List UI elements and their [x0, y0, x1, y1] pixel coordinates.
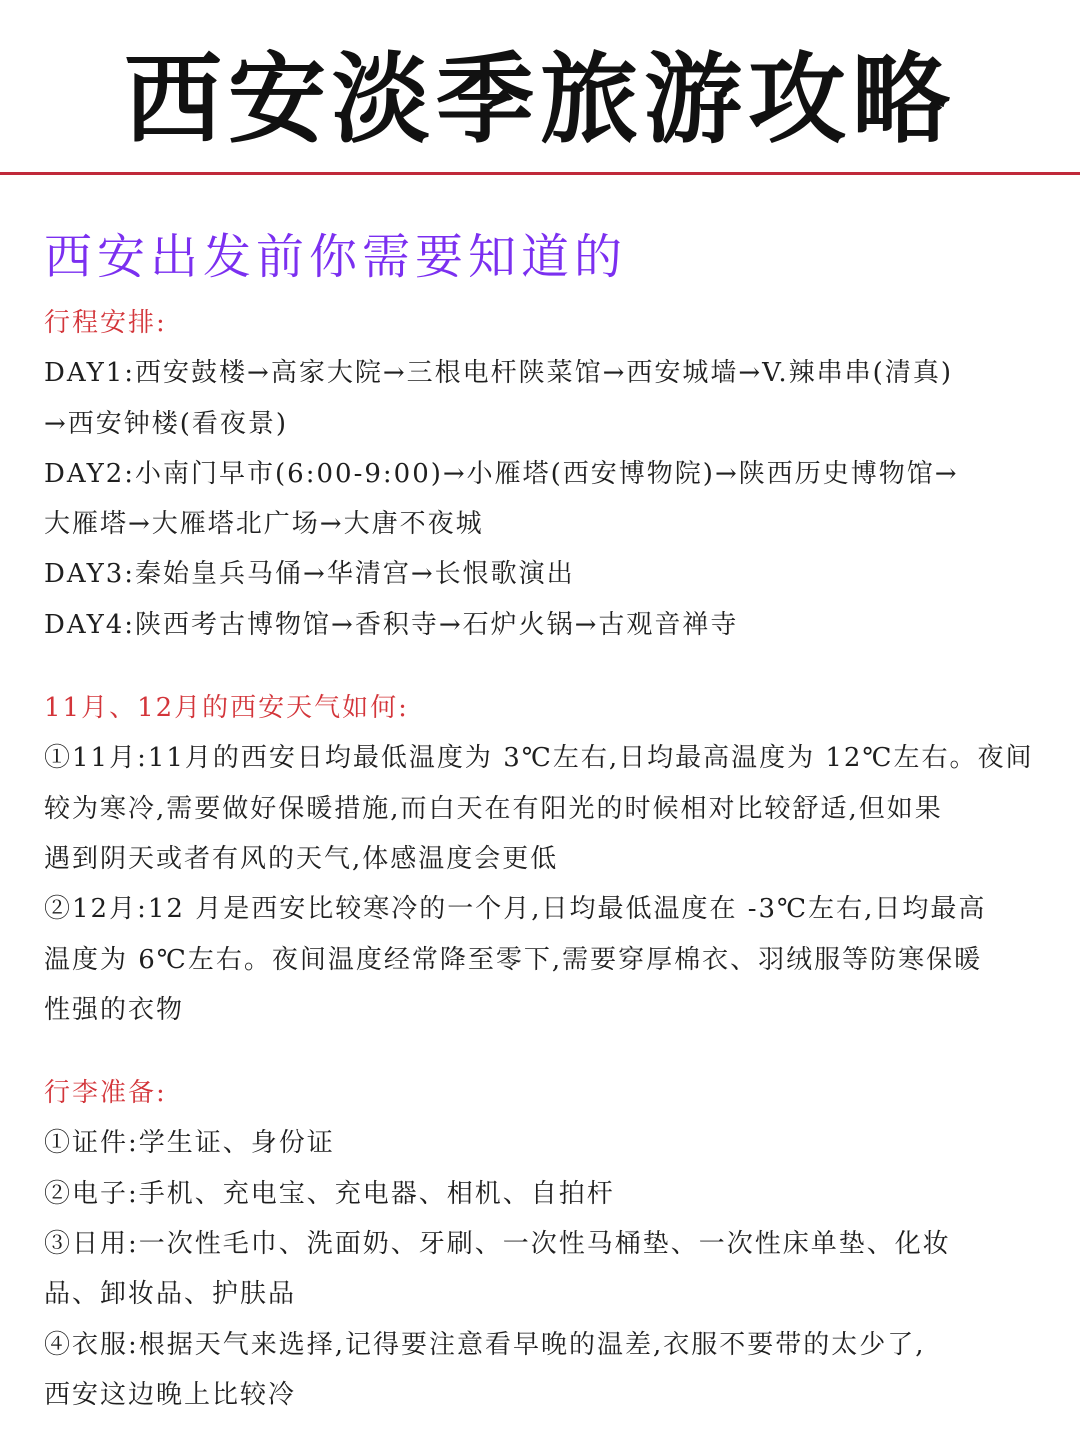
itinerary-line: DAY3:秦始皇兵马俑→华清宫→长恨歌演出: [44, 559, 575, 590]
weather-heading: 11月、12月的西安天气如何:: [44, 693, 409, 724]
weather-line: ①11月:11月的西安日均最低温度为 3℃左右,日均最高温度为 12℃左右。夜间: [44, 743, 1034, 774]
itinerary-line: 大雁塔→大雁塔北广场→大唐不夜城: [44, 509, 484, 540]
luggage-line: ②电子:手机、充电宝、充电器、相机、自拍杆: [44, 1178, 615, 1209]
luggage-line: ④衣服:根据天气来选择,记得要注意看早晚的温差,衣服不要带的太少了,: [44, 1329, 926, 1360]
luggage-line: 品、卸妆品、护肤品: [44, 1279, 297, 1310]
weather-line: 较为寒冷,需要做好保暖措施,而白天在有阳光的时候相对比较舒适,但如果: [44, 793, 943, 824]
weather-line: ②12月:12 月是西安比较寒冷的一个月,日均最低温度在 -3℃左右,日均最高: [44, 894, 987, 925]
weather-section: [44, 683, 1044, 1035]
section-gap: [44, 650, 1044, 683]
itinerary-section: [44, 298, 1044, 650]
luggage-line: ③日用:一次性毛巾、洗面奶、牙刷、一次性马桶垫、一次性床单垫、化妆: [44, 1229, 951, 1260]
luggage-section: [44, 1068, 1044, 1420]
itinerary-line: DAY2:小南门早市(6:00-9:00)→小雁塔(西安博物院)→陕西历史博物馆→: [44, 458, 959, 489]
itinerary-line: DAY4:陕西考古博物馆→香积寺→石炉火锅→古观音禅寺: [44, 609, 739, 640]
page-title: 西安淡季旅游攻略: [123, 42, 956, 157]
luggage-line: 西安这边晚上比较冷: [44, 1379, 297, 1410]
title-divider: [0, 172, 1080, 175]
itinerary-line: DAY1:西安鼓楼→高家大院→三根电杆陕菜馆→西安城墙→V.辣串串(清真): [44, 358, 953, 389]
luggage-line: ①证件:学生证、身份证: [44, 1128, 335, 1159]
itinerary-heading: 行程安排:: [44, 308, 167, 338]
article-body: [44, 222, 1044, 1420]
weather-line: 性强的衣物: [44, 994, 185, 1025]
section-gap: [44, 1035, 1044, 1068]
weather-line: 遇到阴天或者有风的天气,体感温度会更低: [44, 843, 559, 874]
luggage-heading: 行李准备:: [44, 1078, 167, 1109]
section-subtitle: 西安出发前你需要知道的: [44, 229, 628, 285]
weather-line: 温度为 6℃左右。夜间温度经常降至零下,需要穿厚棉衣、羽绒服等防寒保暖: [44, 944, 983, 975]
itinerary-line: →西安钟楼(看夜景): [44, 408, 289, 439]
